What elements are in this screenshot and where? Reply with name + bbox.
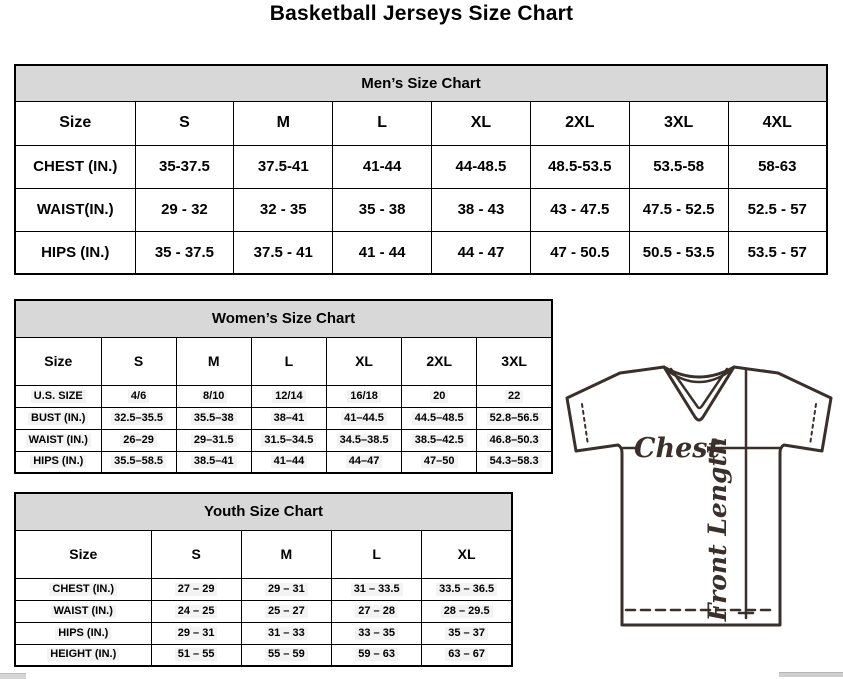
size-cell: 52.5 - 57 (747, 201, 807, 218)
front-length-label: Front Length (703, 436, 732, 622)
size-cell: 24 – 25 (175, 605, 218, 618)
size-cell: 44 - 47 (457, 243, 505, 261)
row-label: BUST (IN.) (28, 412, 88, 425)
size-cell: 38.5–41 (191, 455, 237, 468)
size-cell: 27 – 28 (355, 605, 398, 618)
column-header: M (241, 530, 331, 578)
jersey-measurement-diagram (556, 357, 842, 633)
size-cell: 58-63 (758, 158, 797, 175)
table-row (15, 600, 512, 622)
size-cell: 47–50 (421, 455, 458, 468)
size-cell: 35 – 37 (445, 627, 488, 640)
size-cell: 38 - 43 (457, 201, 505, 218)
size-cell: 54.3–58.3 (487, 455, 542, 468)
column-header: L (332, 530, 422, 578)
size-cell: 41–44.5 (341, 412, 387, 425)
column-header: S (135, 101, 234, 145)
table-row (15, 644, 512, 666)
column-header: XL (432, 101, 531, 145)
header-row (15, 337, 552, 385)
column-header: L (333, 101, 432, 145)
jersey-outline-shape (567, 367, 831, 625)
size-cell: 41 - 44 (358, 243, 406, 261)
size-cell: 44–47 (346, 455, 383, 468)
size-cell: 35-37.5 (158, 158, 210, 175)
header-row (15, 101, 827, 145)
size-header-label: Size (15, 101, 135, 145)
chest-label: Chest (634, 433, 720, 464)
size-cell: 28 – 29.5 (441, 605, 493, 618)
men-chart-title: Men’s Size Chart (15, 65, 827, 101)
size-cell: 46.8–50.3 (487, 434, 542, 447)
size-cell: 43 - 47.5 (550, 201, 610, 218)
size-cell: 47.5 - 52.5 (642, 201, 715, 218)
women-chart-title: Women’s Size Chart (15, 300, 552, 337)
size-cell: 44-48.5 (455, 158, 507, 175)
table-row (15, 622, 512, 644)
table-row (15, 231, 827, 274)
size-cell: 50.5 - 53.5 (642, 243, 715, 261)
size-cell: 55 – 59 (265, 648, 308, 661)
column-header: 2XL (402, 337, 477, 385)
size-cell: 51 – 55 (175, 648, 218, 661)
size-cell: 31 – 33 (265, 627, 308, 640)
table-row (15, 451, 552, 473)
column-header: 3XL (477, 337, 552, 385)
row-label: HEIGHT (IN.) (47, 648, 119, 661)
size-cell: 32.5–35.5 (111, 412, 166, 425)
size-cell: 20 (430, 390, 448, 403)
size-cell: 4/6 (128, 390, 149, 403)
size-cell: 29–31.5 (191, 434, 237, 447)
size-cell: 63 – 67 (445, 648, 488, 661)
size-cell: 12/14 (272, 390, 306, 403)
size-cell: 33 – 35 (355, 627, 398, 640)
page-title: Basketball Jerseys Size Chart (269, 2, 574, 25)
table-row (15, 188, 827, 231)
row-label: WAIST (IN.) (26, 434, 91, 447)
size-cell: 48.5-53.5 (548, 158, 612, 175)
size-cell: 37.5-41 (257, 158, 309, 175)
scrollbar-fragment-left (0, 673, 26, 679)
row-label: HIPS (IN.) (55, 627, 111, 640)
size-cell: 41–44 (271, 455, 308, 468)
size-cell: 33.5 – 36.5 (436, 583, 497, 596)
table-row (15, 407, 552, 429)
size-header-label: Size (15, 337, 101, 385)
row-label: WAIST(IN.) (36, 201, 114, 218)
row-label: HIPS (IN.) (41, 243, 110, 261)
column-header: M (176, 337, 251, 385)
size-cell: 53.5-58 (653, 158, 705, 175)
size-cell: 16/18 (347, 390, 381, 403)
column-header: L (251, 337, 326, 385)
size-cell: 35 - 37.5 (154, 243, 215, 261)
column-header: XL (326, 337, 401, 385)
size-cell: 32 - 35 (259, 201, 307, 218)
column-header: S (151, 530, 241, 578)
size-cell: 59 – 63 (355, 648, 398, 661)
youth-chart-title: Youth Size Chart (15, 493, 512, 530)
table-row (15, 578, 512, 600)
mens-size-chart-table (14, 64, 828, 275)
size-cell: 34.5–38.5 (337, 434, 392, 447)
size-cell: 27 – 29 (175, 583, 218, 596)
size-cell: 8/10 (200, 390, 227, 403)
size-cell: 47 - 50.5 (550, 243, 610, 261)
header-row (15, 530, 512, 578)
column-header: XL (422, 530, 512, 578)
size-cell: 38.5–42.5 (412, 434, 467, 447)
size-cell: 26–29 (120, 434, 157, 447)
size-cell: 31 – 33.5 (351, 583, 403, 596)
size-cell: 35 - 38 (358, 201, 406, 218)
womens-size-chart-table (14, 299, 553, 474)
size-cell: 31.5–34.5 (261, 434, 316, 447)
size-cell: 35.5–38 (191, 412, 237, 425)
size-cell: 52.8–56.5 (487, 412, 542, 425)
table-row (15, 429, 552, 451)
size-cell: 22 (505, 390, 523, 403)
column-header: M (234, 101, 333, 145)
table-row (15, 385, 552, 407)
size-cell: 29 – 31 (175, 627, 218, 640)
size-header-label: Size (15, 530, 151, 578)
size-cell: 41-44 (362, 158, 402, 175)
row-label: HIPS (IN.) (30, 455, 86, 468)
column-header: 3XL (629, 101, 728, 145)
size-cell: 53.5 - 57 (747, 243, 807, 261)
size-cell: 29 - 32 (161, 201, 208, 218)
column-header: S (101, 337, 176, 385)
scrollbar-fragment-right (779, 672, 843, 677)
size-cell: 35.5–58.5 (111, 455, 166, 468)
table-row (15, 145, 827, 188)
row-label: U.S. SIZE (31, 390, 86, 403)
youth-size-chart-table (14, 492, 513, 667)
column-header: 4XL (728, 101, 827, 145)
column-header: 2XL (530, 101, 629, 145)
size-cell: 25 – 27 (265, 605, 308, 618)
size-cell: 29 – 31 (265, 583, 308, 596)
size-cell: 37.5 - 41 (253, 243, 313, 261)
size-cell: 38–41 (271, 412, 308, 425)
row-label: WAIST (IN.) (51, 605, 116, 618)
size-cell: 44.5–48.5 (412, 412, 467, 425)
row-label: CHEST (IN.) (33, 158, 118, 175)
row-label: CHEST (IN.) (49, 583, 117, 596)
